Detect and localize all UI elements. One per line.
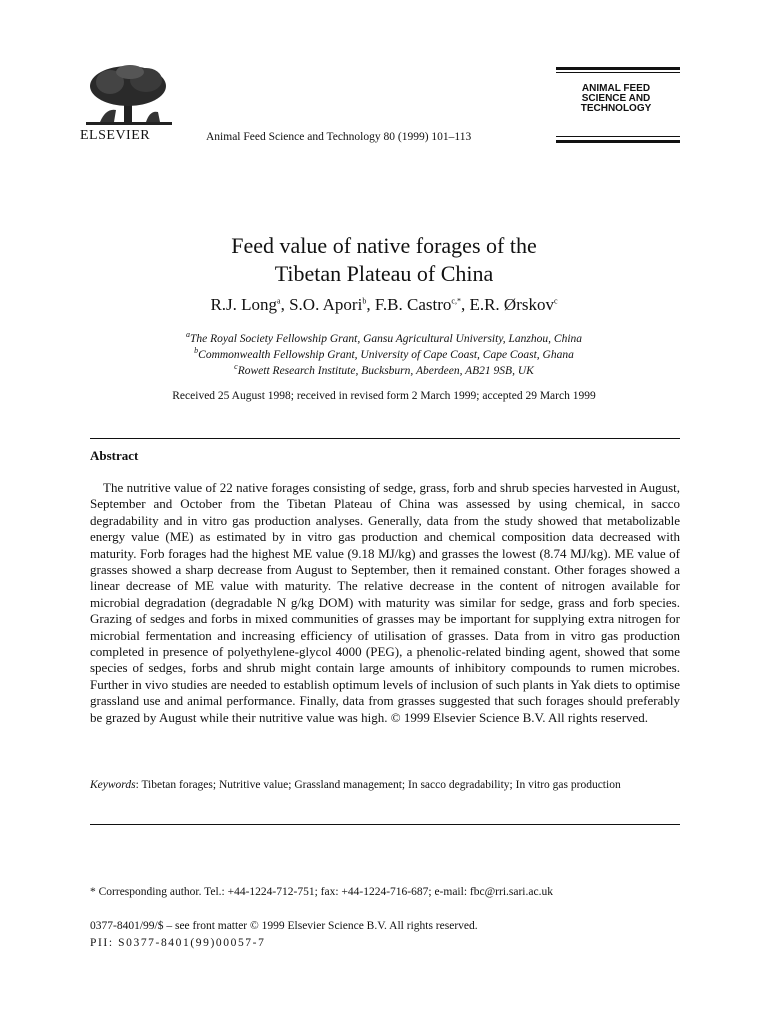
article-title bbox=[84, 232, 684, 288]
author-affiliation-mark: c bbox=[553, 296, 558, 306]
author-affiliation-mark: c,* bbox=[451, 296, 461, 306]
journal-title-top-rule bbox=[556, 67, 680, 70]
received-dates: Received 25 August 1998; received in revised form 2 March 1999; accepted 29 March 1999 bbox=[172, 390, 596, 402]
affiliation-text: The Royal Society Fellowship Grant, Gansu Agricultural University, Lanzhou, China bbox=[189, 333, 583, 345]
abstract-body bbox=[90, 480, 680, 726]
author-name: R.J. Long bbox=[210, 295, 278, 314]
affiliation-item bbox=[84, 363, 684, 379]
author-name: E.R. Ørskov bbox=[469, 295, 554, 314]
author-name: S.O. Apori bbox=[289, 295, 363, 314]
journal-title-block bbox=[556, 84, 676, 114]
author-affiliation-mark: a bbox=[277, 296, 281, 306]
publisher-logo-text: ELSEVIER bbox=[80, 128, 151, 143]
affiliation-item bbox=[84, 347, 684, 363]
journal-title-bottom-rule-thin bbox=[556, 136, 680, 137]
journal-title-bottom-rule bbox=[556, 140, 680, 143]
journal-title-line-3: TECHNOLOGY bbox=[580, 103, 652, 114]
pii-line: PII: S0377-8401(99)00057-7 bbox=[90, 937, 266, 949]
keywords-label: Keywords bbox=[90, 779, 136, 791]
affiliation-text: Rowett Research Institute, Bucksburn, Aberdeen, AB21 9SB, UK bbox=[237, 365, 534, 377]
affiliation-mark: c bbox=[234, 362, 238, 372]
affiliations bbox=[84, 331, 684, 379]
affiliation-mark: b bbox=[194, 346, 199, 356]
journal-title-line-2: SCIENCE AND bbox=[581, 93, 651, 104]
author-list: R.J. Long$^a$, S.O. Apori$^b$, F.B. Castro$^{c,*}$, E.R. Ørskov$^c$ bbox=[210, 295, 558, 314]
article-title-line-2: Tibetan Plateau of China bbox=[274, 261, 494, 286]
journal-reference: Animal Feed Science and Technology 80 (1999) 101–113 bbox=[206, 131, 472, 143]
article-title-line-1: Feed value of native forages of the bbox=[231, 233, 537, 258]
abstract-copyright: © 1999 Elsevier Science B.V. All rights reserved. bbox=[390, 709, 649, 725]
corresponding-author-footnote: * Corresponding author. Tel.: +44-1224-712-751; fax: +44-1224-716-687; e-mail: fbc@rri.sari.ac.uk bbox=[90, 886, 553, 898]
journal-title-top-rule-thin bbox=[556, 72, 680, 73]
affiliation-text: Commonwealth Fellowship Grant, University of Cape Coast, Cape Coast, Ghana bbox=[198, 349, 574, 361]
issn-line: 0377-8401/99/$ – see front matter © 1999 Elsevier Science B.V. All rights reserved. bbox=[90, 920, 478, 932]
keywords bbox=[90, 778, 680, 793]
author-affiliation-mark: b bbox=[362, 296, 367, 306]
abstract-heading: Abstract bbox=[90, 448, 139, 463]
abstract-text: The nutritive value of 22 native forages consisting of sedge, grass, forb and shrub species harvested in August, September and October from the Tibetan Plateau of China was assessed by using chemical, in sacco degradability and in vitro gas production analyses. Generally, data from the study showed that metabolizable energy value (ME) as estimated by in vitro gas production and chemical composition data decreased with maturity. Forb forages had the highest ME value (9.18 MJ/kg) and grasses the lowest (8.74 MJ/kg). ME value of grasses showed a sharp decrease from August to September, then it remained constant. Other forages showed a linear decrease of ME value with maturity. The relative decrease in the content of nitrogen available for microbial degradation (degradable N g/kg DOM) with maturity was similar for sedge, grass and forb species. Grazing of sedges and forbs in mixed communities of grasses may be important for supplying extra nitrogen for microbial fermentation and increasing efficiency of utilisation of grasses. Data from in vitro gas production completed in presence of polyethylene-glycol 4000 (PEG), a phenolic-related binding agent, showed that some species of sedges, forbs and shrub might contain large amounts of inhibitory compounds to rumen microbes. Further in vivo studies are needed to establish optimum levels of inclusion of such plants in Yak diets to optimise grassland use and animal performance. Finally, data from grasses suggested that such forages should preferably be grazed by August while their nutritive value was high. bbox=[90, 480, 680, 725]
elsevier-tree-logo bbox=[86, 64, 172, 128]
keywords-text: : Tibetan forages; Nutritive value; Grassland management; In sacco degradability; In vitro gas production bbox=[135, 779, 621, 791]
abstract-top-rule bbox=[90, 438, 680, 439]
journal-title-line-1: ANIMAL FEED bbox=[581, 83, 651, 94]
affiliation-item bbox=[84, 331, 684, 347]
author-name: F.B. Castro bbox=[374, 295, 452, 314]
abstract-bottom-rule bbox=[90, 824, 680, 825]
affiliation-mark: a bbox=[185, 330, 190, 340]
